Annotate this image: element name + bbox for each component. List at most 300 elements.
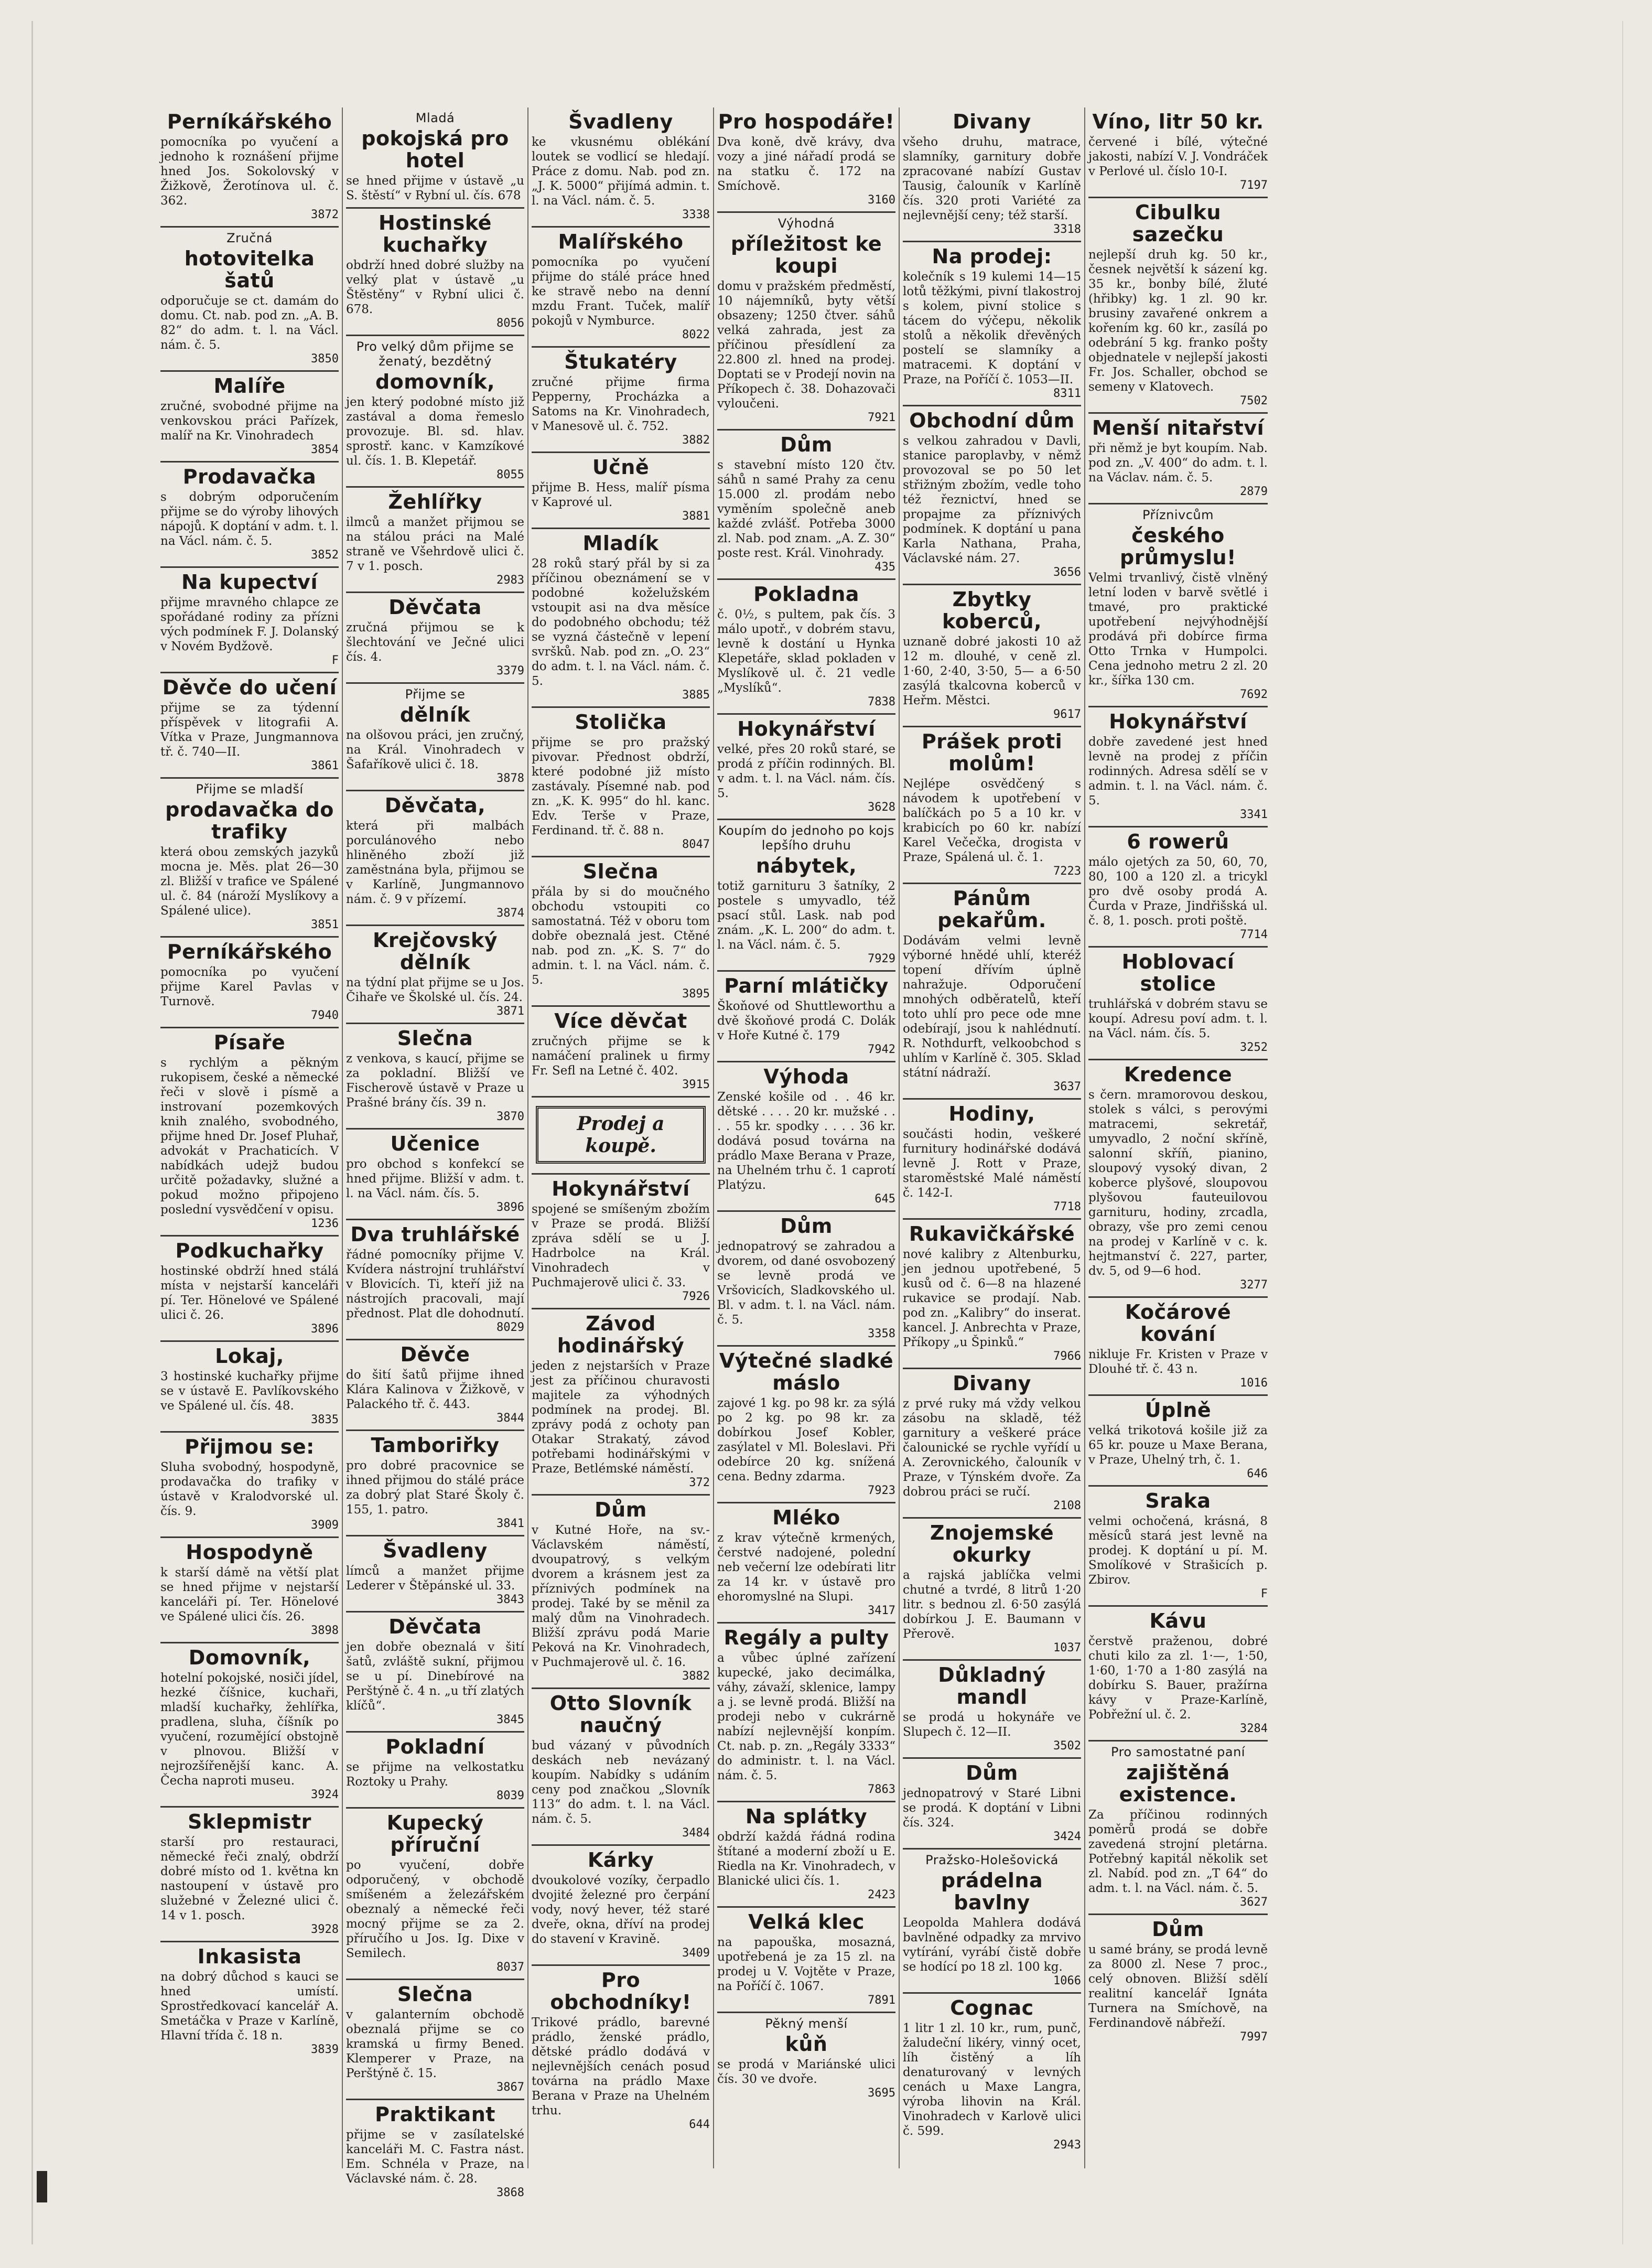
ad-heading: Pánům pekařům. [937, 887, 1046, 932]
ad-number: 8037 [496, 1961, 524, 1974]
ad-heading: Děvče do učení [162, 676, 337, 699]
ad-heading: Děvčata [388, 596, 482, 619]
ad-number: 3850 [311, 352, 339, 366]
ad-number: 2108 [1053, 1499, 1081, 1512]
ad-text: zručná přijmou se k šlechtování ve Ječné ulici čís. 4. [346, 621, 524, 664]
classified-ad [1088, 1915, 1268, 2048]
ad-number: 3424 [1053, 1830, 1081, 1843]
ad-text: a vůbec úplné zařízení kupecké, jako decimálka, váhy, závaží, sklenice, lampy a j. se levně prodá. Bližší na prodeji nebo v cukrárně nabízí nejlevnější konpím. Ct. nab. p. zn. „Regály 3333“ do administr. t. l. na Václ. nám. č. 5. [717, 1651, 895, 1782]
ad-text: Nejlépe osvědčený s návodem k upotřebení v balíčkách po 5 a 10 kr. v krabicích po 60 kr. nabízí Karel Večečka, drogista v Praze, Spálená ul. č. 1. [903, 777, 1081, 864]
ad-heading: Kávu [1149, 1609, 1207, 1632]
ad-text: přijme B. Hess, malíř písma v Kaprové ul. [532, 481, 710, 509]
ad-number: 3845 [496, 1713, 524, 1726]
ad-heading: Děvčata, [384, 794, 486, 817]
classified-ad [160, 463, 339, 568]
classified-ad [532, 857, 710, 1007]
ad-number: 3852 [311, 549, 339, 562]
ad-text: s dobrým odporučením přijme se do výroby lihových nápojů. K doptání v adm. t. l. na Václ. nám. č. 5. [160, 490, 339, 548]
ad-number: 2423 [868, 1888, 895, 1901]
ad-heading: Dům [780, 433, 833, 456]
ad-heading: Dům [1152, 1918, 1204, 1941]
ad-number: 3318 [1053, 223, 1081, 236]
ad-pre-heading: Přijme se mladší [196, 782, 304, 797]
ad-text: domu v pražském předměstí, 10 nájemníků, byty větší obsazeny; 1250 čtver. sáhů velká zahrada, jest za příčinou přesídlení za 22.800 zl. hned na prodej. Doptati se v Prodejí novin na Příkopech č. 38. Dohazovači vyloučeni. [717, 280, 895, 411]
classified-ad [717, 1624, 895, 1802]
ad-number: 3885 [682, 689, 710, 702]
ad-heading: příležitost ke koupi [730, 232, 882, 277]
ad-text: 28 roků starý přál by si za příčinou obeznámení se v podobné koželužském vstoupit asi na dva měsíce do podobného obchodu; též se vyzná částečně v lepení svršků. Nab. pod zn. „O. 23“ do adm. t. l. na Václ. nám. č. 5. [532, 557, 710, 688]
ad-text: hostinské obdrží hned stálá místa v nejstarší kanceláři pí. Ter. Hönelové ve Spálené ulici č. 26. [160, 1264, 339, 1322]
classified-ad [903, 1994, 1081, 2156]
ad-number: 7891 [868, 1994, 895, 2007]
classified-ad [717, 715, 895, 820]
ad-heading: Podkuchařky [175, 1239, 324, 1262]
classified-ad [903, 1369, 1081, 1519]
ad-heading: Švadleny [383, 1539, 488, 1562]
ad-text: v galanterním obchodě obeznalá přijme se co kramská u firmy Bened. Klemperer v Praze, na Perštýně č. 15. [346, 2008, 524, 2080]
classified-ad [346, 2100, 524, 2204]
ad-text: s stavební místo 120 čtv. sáhů n samé Prahy za cenu 15.000 zl. prodám nebo vyměním společně aneb každé zvlášť. Potřeba 3000 zl. Nab. pod znam. „A. Z. 30“ poste rest. Král. Vinohrady. [717, 458, 895, 560]
classified-ad [346, 1613, 524, 1733]
ad-pre-heading: Pražsko-Holešovická [925, 1853, 1059, 1867]
ad-text: s rychlým a pěkným rukopisem, české a německé řeči v slově i písmě a instrovaní pozemkových knih znalého, svobodného, přijme hned Dr. Josef Pluhař, advokát v Prachaticích. V nabídkách udejž budou určitě požadavky, služné a pokud možno připojeno poslední vysvědčení v opisu. [160, 1056, 339, 1217]
ad-text: se přijme na velkostatku Roztoky u Prahy. [346, 1760, 524, 1789]
ad-heading: hotovitelka šatů [184, 247, 315, 292]
ad-heading: Hokynářství [552, 1177, 690, 1200]
classified-ad [717, 580, 895, 715]
ad-number: 3915 [682, 1078, 710, 1091]
ad-number: 3656 [1053, 566, 1081, 579]
ad-number: 646 [1247, 1467, 1268, 1480]
classified-ad [160, 1433, 339, 1538]
classified-ad [346, 1536, 524, 1613]
ad-number: 7997 [1240, 2030, 1268, 2044]
classified-ad [1088, 198, 1268, 414]
ad-number: 3484 [682, 1826, 710, 1840]
ad-heading: Úplně [1144, 1399, 1212, 1422]
ad-number: 7966 [1053, 1350, 1081, 1363]
ad-heading: Kočárové kování [1125, 1300, 1232, 1346]
ad-text: při němž je byt koupím. Nab. pod zn. „V. 400“ do adm. t. l. na Václav. nám. č. 5. [1088, 442, 1268, 485]
ad-number: 9617 [1053, 708, 1081, 721]
ad-text: Dva koně, dvě krávy, dva vozy a jiné nářadí prodá se na statku č. 172 na Smíchově. [717, 135, 895, 193]
ad-text: starší pro restauraci, německé řeči znalý, obdrží dobré místo od 1. května kn nastoupení v ústavě pro služebné v Železné ulici č. 14 v 1. posch. [160, 1835, 339, 1922]
classified-ad [903, 1220, 1081, 1369]
classified-ad [160, 1538, 339, 1643]
ad-heading: Rukavičkářské [909, 1222, 1075, 1245]
ad-text: nejlepší druh kg. 50 kr., česnek největší k sázení kg. 35 kr., bonby bílé, žluté (hřibky) kg. 1 zl. 90 kr. brusiny zavařené onkrem a kořením kg. 60 kr., zasílá po odebrání 5 kg. franko pošty objednatele v nejlepší jakosti Fr. Jos. Schaller, obchod se semeny v Klatovech. [1088, 248, 1268, 394]
ad-number: 3928 [311, 1923, 339, 1936]
ad-text: s velkou zahradou v Davli, stanice paroplavby, v němž provozoval se po 50 let střižným zbožím, vedle toho též řeznictví, hned se propajme za příznivých podmínek. K doptání u pana Karla Nathana, Praha, Václavské nám. 27. [903, 434, 1081, 565]
ad-heading: domovník, [375, 370, 495, 393]
ad-number: 435 [874, 561, 895, 574]
ad-heading: Štukatéry [564, 350, 677, 373]
ad-number: 7929 [868, 952, 895, 965]
ad-text: Sluha svobodný, hospodyně, prodavačka do trafiky v ústavě v Kralodvorské ul. čís. 9. [160, 1460, 339, 1518]
ad-number: 3841 [496, 1517, 524, 1530]
ad-number: 8029 [496, 1321, 524, 1334]
classified-ad [717, 1347, 895, 1503]
ad-text: a rajská jablíčka velmi chutné a tvrdé, 8 litrů 1·20 litr. s bednou zl. 6·50 zasýlá dobírkou J. E. Baumann v Přerově. [903, 1568, 1081, 1641]
ad-number: 7923 [868, 1484, 895, 1497]
ad-text: Leopolda Mahlera dodává bavlněné odpadky za mrvivo vytírání, vyrábí čistě dobře se hodící po 18 zl. 100 kg. [903, 1916, 1081, 1974]
classified-ad [1088, 707, 1268, 827]
ad-text: spojené se smíšeným zbožím v Praze se prodá. Bližší zpráva sdělí se u J. Hadrbolce na Král. Vinohradech v Puchmajerově ulici č. 33. [532, 1202, 710, 1289]
classified-ad [1088, 504, 1268, 707]
classified-ad [160, 568, 339, 673]
ad-text: málo ojetých za 50, 60, 70, 80, 100 a 120 zl. a tricykl pro dvě osoby prodá A. Čurda v Praze, Jindřišská ul. č. 8, 1. posch. proti poště. [1088, 855, 1268, 928]
ad-heading: Učně [592, 456, 650, 479]
classified-ad [1088, 414, 1268, 504]
ad-number: 3417 [868, 1604, 895, 1617]
ad-heading: Stolička [575, 711, 667, 734]
ad-pre-heading: Koupím do jednoho po kojs lepšího druhu [718, 823, 894, 853]
classified-ad [717, 1212, 895, 1347]
ad-heading: Malířského [558, 230, 684, 253]
classified-ad [717, 1503, 895, 1624]
ad-heading: Slečna [582, 860, 659, 883]
ad-text: Škoňové od Shuttleworthu a dvě škoňové prodá C. Dolák v Hoře Kutné č. 179 [717, 999, 895, 1042]
classified-ad [160, 108, 339, 228]
ad-heading: Tamboriřky [371, 1434, 500, 1457]
classified-ad [532, 529, 710, 708]
ad-text: límců a manžet přijme Lederer v Štěpánské ul. 33. [346, 1564, 524, 1593]
ad-heading: Víno, litr 50 kr. [1092, 110, 1264, 133]
classified-ad [532, 708, 710, 857]
ad-heading: Hospodyně [186, 1541, 314, 1564]
ad-number: 3854 [311, 443, 339, 456]
ad-text: uznaně dobré jakosti 10 až 12 m. dlouhé, v ceně zl. 1·60, 2·40, 3·50, 5— a 6·50 zasýlá tkalcovna koberců v Heřm. Městci. [903, 635, 1081, 707]
ad-number: 1236 [311, 1217, 339, 1230]
classified-ad [903, 1100, 1081, 1220]
classified-ad [346, 1024, 524, 1130]
ad-number: 3882 [682, 1670, 710, 1683]
classified-ad [717, 820, 895, 972]
classified-columns [157, 108, 1646, 2199]
ad-pre-heading: Pro velký dům přijme se ženatý, bezdětný [356, 339, 514, 369]
ad-number: 7863 [868, 1783, 895, 1796]
ad-text: která při malbách porculánového nebo hliněného zboží již zaměstnána byla, přijmou se v Karlíně, Jungmannovo nám. č. 9 v přízemí. [346, 819, 524, 906]
classified-ad [532, 1846, 710, 1966]
ad-pre-heading: Pěkný menší [765, 2016, 848, 2031]
ad-number: 8055 [496, 468, 524, 481]
ad-heading: Cognac [950, 1996, 1034, 2019]
ad-number: 3502 [1053, 1739, 1081, 1753]
ad-heading: Na prodej: [932, 245, 1052, 268]
ad-number: 3284 [1240, 1722, 1268, 1735]
ad-heading: Perníkářského [167, 940, 332, 963]
ad-text: ilmců a manžet přijmou se na stálou práci na Malé straně ve Všehrdově ulici č. 7 v 1. posch. [346, 515, 524, 573]
ad-number: 3867 [496, 2081, 524, 2094]
classified-ad [346, 1809, 524, 1980]
ad-text: v Kutné Hoře, na sv.-Václavském náměstí, dvoupatrový, s velkým dvorem a krásnem jest za příznivých podmínek na prodej. Také by se měnil za malý dům na Vinohradech. Bližší zprávu podá Marie Peková na Kr. Vinohradech, v Puchmajerově ul. č. 16. [532, 1523, 710, 1669]
ad-text: jednopatrový v Staré Libni se prodá. K doptání v Libni čís. 324. [903, 1787, 1081, 1830]
ad-text: přála by si do moučného obchodu vstoupiti co samostatná. Též v oboru tom dobře obeznalá jest. Ctěné nab. pod zn. „K. S. 7“ do admin. t. l. na Václ. nám. č. 5. [532, 885, 710, 987]
ad-heading: nábytek, [755, 854, 857, 877]
ad-number: 3909 [311, 1519, 339, 1532]
ad-number: 8039 [496, 1789, 524, 1802]
ad-heading: zajištěná existence. [1119, 1761, 1237, 1806]
classified-ad [532, 1309, 710, 1496]
ad-heading: prádelna bavlny [941, 1869, 1043, 1914]
classified-ad [346, 926, 524, 1024]
ad-heading: Na splátky [745, 1805, 868, 1828]
ad-heading: Pokladní [385, 1735, 485, 1758]
ad-heading: Pro obchodníky! [550, 1969, 692, 2014]
classified-ad [532, 1496, 710, 1689]
ad-heading: Hostinské kuchařky [379, 211, 492, 256]
ad-text: s čern. mramorovou deskou, stolek s válci, s perovými matracemi, sekretář, umyvadlo, 2 noční skříně, salonní skříň, pianino, sloupový vysoký divan, 2 koberce plyšové, sloupovou plyšovou fauteuilovou garnituru, hodiny, zrcadla, obrazy, vše pro zemi cenou na prodej v Karlíně v c. k. hejtmanství č. 227, parter, dv. 5, od 9—6 hod. [1088, 1088, 1268, 1278]
ad-number: 7197 [1240, 179, 1268, 192]
ad-heading: kůň [785, 2033, 828, 2056]
ad-heading: Perníkářského [167, 110, 332, 133]
column-4 [714, 108, 900, 2168]
ad-heading: Dům [595, 1498, 647, 1521]
ad-number: 3409 [682, 1947, 710, 1960]
classified-ad [346, 1980, 524, 2100]
ad-number: 3872 [311, 208, 339, 221]
ad-heading: Závod hodinářský [557, 1312, 685, 1357]
ad-pre-heading: Pro samostatné paní [1111, 1745, 1245, 1759]
margin-mark [37, 2171, 47, 2202]
ad-heading: Otto Slovník naučný [549, 1692, 692, 1737]
ad-number: 3160 [868, 194, 895, 207]
ad-number: 3896 [311, 1323, 339, 1336]
ad-number: 3878 [496, 772, 524, 785]
ad-heading: Menší nitařství [1092, 416, 1265, 439]
ad-text: se prodá u hokynáře ve Slupech č. 12—II. [903, 1711, 1081, 1739]
ad-text: Zenské košile od . . 46 kr. dětské . . . . 20 kr. mužské . . . . 55 kr. spodky . . . . 36 kr. dodává posud továrna na prádlo Maxe Berana v Praze, na Uhelném trhu č. 1 caprotí Platýzu. [717, 1090, 895, 1192]
ad-text: velké, přes 20 roků staré, se prodá z příčin rodinných. Bl. v adm. t. l. na Václ. nám. čís. 5. [717, 743, 895, 800]
ad-heading: Přijmou se: [185, 1435, 315, 1458]
ad-text: Velmi trvanlivý, čistě vlněný letní loden v barvě světlé i tmavé, pro praktické upotřebení nejvýhodnější prodává při dobírce firma Otto Trnka v Humpolci. Cena jednoho metru 2 zl. 20 kr., šířka 130 cm. [1088, 571, 1268, 687]
ad-text: pro dobré pracovnice se ihned přijmou do stálé práce za dobrý plat Staré Školy č. 155, 1. patro. [346, 1459, 524, 1517]
ad-heading: Důkladný mandl [938, 1663, 1046, 1708]
ad-text: na papouška, mosazná, upotřebená je za 15 zl. na prodej u V. Vojtěte v Praze, na Poříčí č. 1067. [717, 1936, 895, 1993]
classified-ad [1088, 1487, 1268, 1607]
classified-ad [346, 1431, 524, 1536]
ad-heading: Hoblovací stolice [1121, 950, 1235, 995]
ad-heading: Lokaj, [215, 1345, 284, 1368]
ad-number: 7942 [868, 1043, 895, 1056]
classified-ad [903, 1759, 1081, 1850]
ad-number: 3695 [868, 2087, 895, 2100]
classified-ad [346, 1340, 524, 1431]
ad-heading: Žehlířky [388, 490, 482, 513]
ad-text: z venkova, s kaucí, přijme se za pokladní. Bližší ve Fischerově ústavě v Praze u Prašné brány čís. 39 n. [346, 1052, 524, 1110]
classified-ad [160, 1237, 339, 1342]
ad-text: z krav výtečně krmených, čerstvé nadojené, polední neb večerní lze odebírati litr za 14 kr. v ústavě pro ehoromyslné na Slupi. [717, 1531, 895, 1604]
ad-number: 7718 [1053, 1200, 1081, 1213]
ad-heading: Obchodní dům [909, 409, 1075, 432]
ad-heading: Na kupectví [181, 571, 318, 594]
ad-text: nové kalibry z Altenburku, jen jednou upotřebené, 5 kusů od č. 6—8 na hlazené rukavice se prodají. Nab. pod zn. „Kalibry“ do inserat. kancel. J. Anbrechta v Praze, Příkopy „u Špinků.“ [903, 1248, 1081, 1349]
ad-text: hotelní pokojské, nosiči jídel, hezké číšnice, kuchaři, mladší kuchařky, žehlířka, pradlena, sluha, číšník po vyučení, rozumějící obstojně v plnovou. Bližší v nejrozšířenější kanc. A. Čecha naproti museu. [160, 1671, 339, 1788]
ad-number: 3358 [868, 1327, 895, 1340]
classified-ad [346, 1733, 524, 1809]
classified-ad [903, 727, 1081, 884]
ad-text: nikluje Fr. Kristen v Praze v Dlouhé tř. č. 43 n. [1088, 1348, 1268, 1376]
classified-ad [717, 108, 895, 213]
ad-heading: Výtečné sladké máslo [719, 1349, 894, 1394]
ad-number: 7838 [868, 695, 895, 708]
ad-pre-heading: Příznivcům [1142, 508, 1214, 522]
ad-heading: Slečna [397, 1983, 473, 2006]
ad-text: z prvé ruky má vždy velkou zásobu na skladě, též garnitury a veškeré práce čalounické se rychle vyřídí u A. Zerovnického, čalouník v Praze, v Týnském dvoře. Za dobrou práci se ručí. [903, 1397, 1081, 1499]
ad-text: Dodávám velmi levně výborné hnědé uhlí, kteréž topení dřívím úplně nahražuje. Odporučení mnohých odběratelů, kteří toto uhlí pro pece ode mne odebírají, jsou k nahlédnutí. R. Nothdurft, velkoobchod s uhlím v Karlíně č. 305. Sklad státní nádraží. [903, 934, 1081, 1080]
classified-ad [346, 1130, 524, 1220]
ad-number: 1066 [1053, 1974, 1081, 1987]
ad-number: 3277 [1240, 1278, 1268, 1292]
ad-number: 3851 [311, 918, 339, 931]
ad-number: 3844 [496, 1412, 524, 1425]
classified-ad [346, 684, 524, 791]
ad-number: 7921 [868, 411, 895, 424]
ad-text: bud vázaný v původních deskách neb nevázaný koupím. Nabídky s udáním ceny pod značkou „Slovník 113“ do adm. t. l. na Václ. nám. č. 5. [532, 1739, 710, 1826]
ad-heading: Kupecký příruční [386, 1811, 484, 1856]
ad-pre-heading: Mladá [415, 111, 455, 125]
ad-heading: Velká klec [748, 1910, 865, 1933]
ad-text: truhlářská v dobrém stavu se koupí. Adresu poví adm. t. l. na Václ. nám. čís. 5. [1088, 997, 1268, 1040]
classified-ad [1088, 827, 1268, 948]
ad-heading: Švadleny [568, 110, 673, 133]
classified-ad [346, 791, 524, 926]
ad-text: totiž garnituru 3 šatníky, 2 postele s umyvadlo, též psací stůl. Lask. nab pod znám. „K. L. 200“ do adm. t. l. na Václ. nám. č. 5. [717, 879, 895, 952]
ad-text: jednopatrový se zahradou a dvorem, od dané osvobozený se levně prodá ve Vršovicích, Sladkovského ul. Bl. v adm. t. l. na Václ. nám. č. 5. [717, 1240, 895, 1327]
ad-text: č. 0½, s pultem, pak čís. 3 málo upotř., v dobrém stavu, levně k dostání u Hynka Klepetáře, sklad pokladen v Myslíkově ul. č. 21 vedle „Myslíků“. [717, 608, 895, 695]
ad-text: obdrží hned dobré služby na velký plat v ústavě „u Štěstěny“ v Rybní ulici č. 678. [346, 259, 524, 316]
ad-heading: Divany [953, 1372, 1031, 1395]
ad-text: se hned přijme v ústavě „u S. štěstí“ v Rybní ul. čís. 678 [346, 174, 524, 202]
ad-number: 3628 [868, 801, 895, 814]
classified-ad [532, 1689, 710, 1846]
classified-ad [717, 213, 895, 431]
ad-text: součásti hodin, veškeré furnitury hodinářské dodává levně J. Rott v Praze, staroměstské Malé náměstí č. 142-I. [903, 1127, 1081, 1200]
ad-text: k starší dámě na větší plat se hned přijme v nejstarší kanceláři pí. Ter. Hönelové ve Spálené ulici čís. 26. [160, 1566, 339, 1624]
classified-ad [346, 1220, 524, 1340]
ad-number: 1016 [1240, 1377, 1268, 1390]
ad-number: 8056 [496, 317, 524, 330]
ad-heading: Krejčovský dělník [372, 929, 498, 974]
ad-number: F [1260, 1587, 1268, 1600]
classified-ad [532, 348, 710, 453]
ad-pre-heading: Přijme se [405, 687, 466, 702]
ad-heading: Hodiny, [948, 1102, 1035, 1125]
ad-heading: Inkasista [197, 1945, 302, 1968]
ad-text: pomocníka po vyučení a jednoho k roznášení přijme hned Jos. Sokolovský v Žižkově, Žerotínova ul. č. 362. [160, 135, 339, 208]
classified-ad [160, 1808, 339, 1942]
column-2 [343, 108, 528, 2199]
ad-number: 3871 [496, 1005, 524, 1018]
classified-ad [717, 972, 895, 1062]
ad-heading: českého průmyslu! [1120, 524, 1236, 569]
classified-ad [160, 228, 339, 372]
ad-number: 372 [689, 1476, 710, 1489]
ad-text: na týdní plat přijme se u Jos. Čihaře ve Školské ul. čís. 24. [346, 976, 524, 1004]
classified-ad [160, 1342, 339, 1433]
ad-heading: Prodavačka [182, 465, 317, 488]
column-1 [157, 108, 343, 2168]
ad-heading: Sraka [1145, 1489, 1211, 1512]
classified-ad [160, 372, 339, 463]
classified-ad [160, 1028, 339, 1237]
classified-ad [532, 1007, 710, 1098]
ad-number: 3870 [496, 1110, 524, 1123]
classified-ad [903, 1661, 1081, 1759]
ad-heading: Dva truhlářské [350, 1223, 520, 1246]
classified-ad [903, 1850, 1081, 1994]
ad-heading: Zbytky koberců, [942, 588, 1042, 633]
ad-heading: Prášek proti molům! [921, 730, 1063, 775]
ad-heading: Slečna [397, 1027, 473, 1050]
classified-ad [160, 779, 339, 938]
ad-heading: Děvčata [388, 1615, 482, 1638]
ad-number: 3252 [1240, 1041, 1268, 1054]
ad-text: pro obchod s konfekcí se hned přijme. Bližší v adm. t. l. na Václ. nám. čís. 5. [346, 1157, 524, 1200]
ad-text: přijme se v zasílatelské kanceláři M. C. Fastra nást. Em. Schnéla v Praze, na Václavské nám. č. 28. [346, 2128, 524, 2186]
ad-number: 3896 [496, 1201, 524, 1214]
ad-text: Trikové prádlo, barevné prádlo, ženské prádlo, dětské prádlo dodává v nejlevnějších cenách posud továrna na prádlo Maxe Berana v Praze na Uhelném trhu. [532, 2016, 710, 2117]
ad-number: 3843 [496, 1593, 524, 1606]
classified-ad [160, 673, 339, 779]
ad-text: zručné, svobodné přijme na venkovskou práci Pařízek, malíř na Kr. Vinohradech [160, 400, 339, 443]
classified-ad [532, 1175, 710, 1309]
ad-heading: Domovník, [188, 1646, 311, 1669]
ad-text: pomocníka po vyučení přijme do stálé práce hned ke stravě nebo na denní mzdu Frant. Tuček, malíř pokojů v Nymburce. [532, 255, 710, 328]
ad-heading: Parní mlátičky [724, 974, 889, 997]
ad-text: jen který podobné místo již zastával a doma řemeslo provozuje. Bl. sd. hlav. sprostř. kanc. v Kamzíkové ul. čís. 1. B. Klepetář. [346, 395, 524, 468]
ad-number: 3835 [311, 1413, 339, 1426]
ad-text: jeden z nejstarších v Praze jest za příčinou churavosti majitele za výhodných podmínek na prodej. Bl. zprávy podá z ochoty pan Otakar Strakatý, závod potřebami hodinářskými v Praze, Betlémské náměstí. [532, 1359, 710, 1476]
ad-heading: Malíře [213, 374, 286, 397]
classified-ad [532, 453, 710, 529]
classified-ad [532, 228, 710, 348]
ad-text: velmi ochočená, krásná, 8 měsíců stará jest levně na prodej. K doptání u pí. M. Smolíkové v Strašicích p. Zbirov. [1088, 1514, 1268, 1587]
ad-number: 8311 [1053, 387, 1081, 400]
ad-number: 7502 [1240, 394, 1268, 407]
classified-ad [903, 585, 1081, 727]
ad-number: 7692 [1240, 688, 1268, 701]
ad-number: 1037 [1053, 1641, 1081, 1654]
ad-number: 645 [874, 1192, 895, 1206]
ad-heading: Písaře [213, 1031, 286, 1054]
ad-number: 7926 [682, 1290, 710, 1303]
ad-number: F [331, 654, 339, 667]
ad-number: 8022 [682, 328, 710, 341]
ad-text: všeho druhu, matrace, slamníky, garnitury dobře zpracované nabízí Gustav Tausig, čalouník v Karlíně čís. 320 proti Variété za nejlevnější ceny; též starší. [903, 135, 1081, 222]
ad-heading: Regály a pulty [724, 1626, 889, 1649]
ad-text: přijme se pro pražský pivovar. Přednost obdrží, které podobné již místo zastávaly. Písemné nab. pod zn. „K. K. 995“ do hl. kanc. Edv. Terše v Praze, Ferdinand. tř. č. 88 n. [532, 736, 710, 837]
classified-ad [1088, 108, 1268, 198]
ad-heading: Děvče [400, 1343, 470, 1366]
classified-ad [1088, 1607, 1268, 1742]
ad-number: 2983 [496, 574, 524, 587]
ad-heading: Kredence [1124, 1063, 1233, 1086]
ad-heading: Divany [953, 110, 1031, 133]
ad-text: na olšovou práci, jen zručný, na Král. Vinohradech v Šafaříkově ulici č. 18. [346, 728, 524, 771]
ad-text: dvoukolové vozíky, čerpadlo dvojité železné pro čerpání vody, nový hever, též staré dveře, okna, dříví na prodej do stavení v Kravině. [532, 1874, 710, 1946]
classified-ad [717, 1908, 895, 2013]
ad-number: 3882 [682, 434, 710, 447]
ad-heading: Sklepmistr [188, 1810, 311, 1833]
ad-heading: Kárky [587, 1848, 654, 1872]
ad-text: ke vkusnému oblékání loutek se vodlicí se hledají. Práce z domu. Nab. pod zn. „J. K. 5000“ přijímá admin. t. l. na Václ. nám. č. 5. [532, 135, 710, 208]
ad-number: 3881 [682, 510, 710, 523]
ad-number: 7223 [1053, 865, 1081, 878]
ad-text: pomocníka po vyučení přijme Karel Pavlas v Turnově. [160, 965, 339, 1008]
ad-heading: Praktikant [375, 2103, 495, 2126]
classified-ad [717, 431, 895, 580]
